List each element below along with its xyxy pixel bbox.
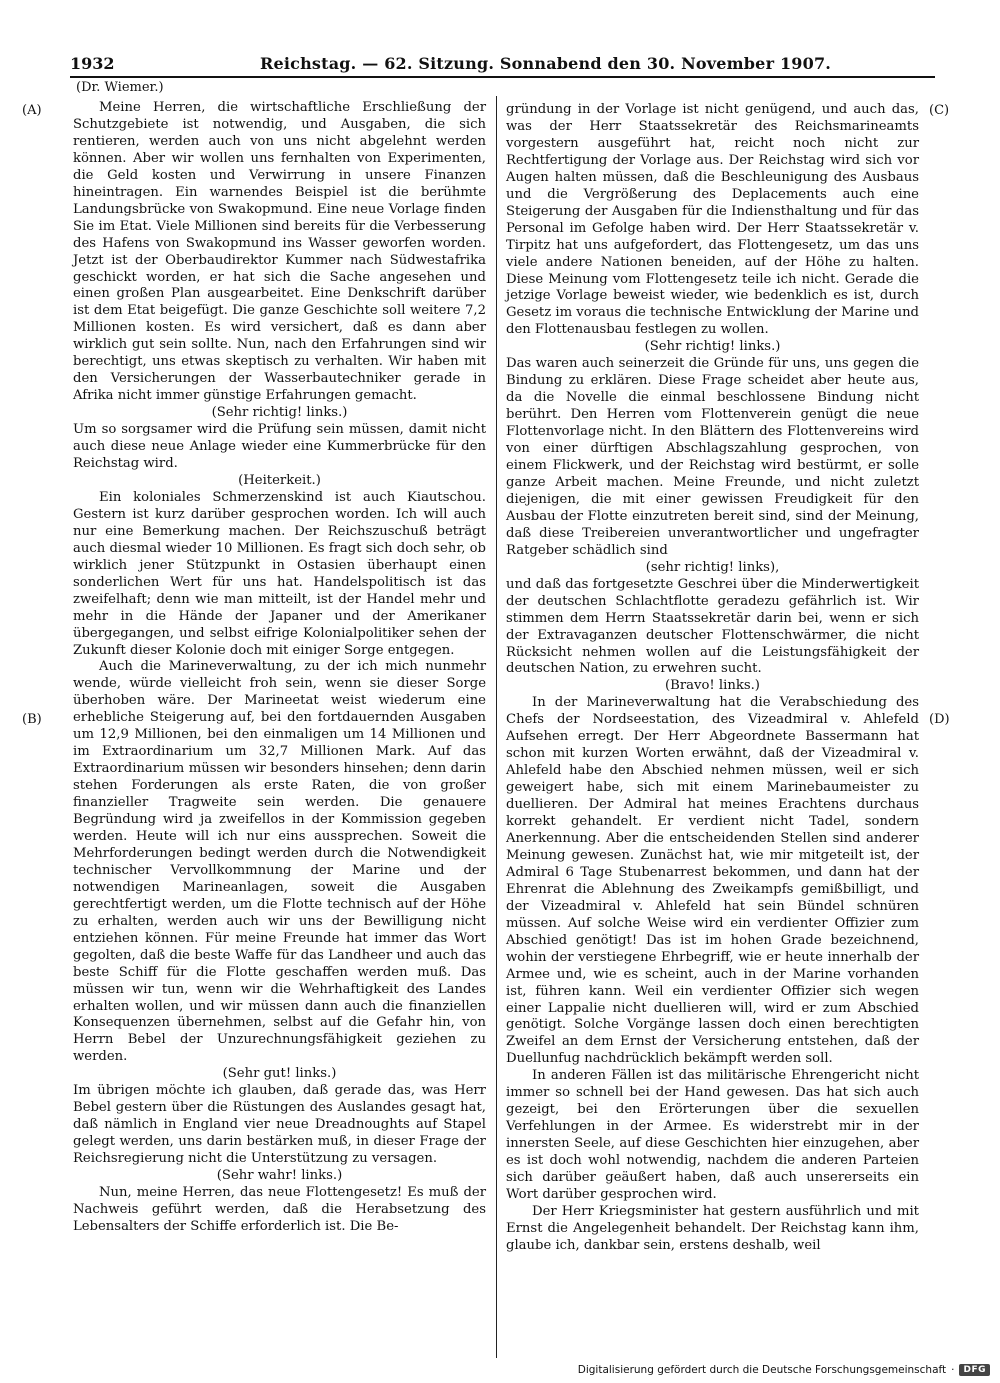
paragraph: In anderen Fällen ist das militärische Ehrengericht nicht immer so schnell bei der Hand gewesen. Das hat sich auch gezeigt, bei den Erörterungen über die sexuellen Verfehlungen in der Armee. Es widerstrebt mir in der innersten Seele, auf diese Geschichten hier einzugehen, aber es ist doch wohl notwendig, nachdem die anderen Parteien sich darüber geäußert haben, daß auch unsererseits ein Wort darüber gesprochen wird. <box>506 1068 919 1202</box>
interjection: (Sehr richtig! links.) <box>211 405 348 421</box>
paragraph: In der Marineverwaltung hat die Verabschiedung des Chefs der Nordseestation, des Vizeadmiral v. Ahlefeld Aufsehen erregt. Der Herr Abgeordnete Bassermann hat schon mit kurzen Worten erwähnt, daß der Vizeadmiral v. Ahlefeld habe den Abschied nehmen müssen, weil er sich geweigert habe, sich mit einem Marinebaumeister zu duellieren. Der Admiral hat meines Erachtens durchaus korrekt gehandelt. Er verdient nicht Tadel, sondern Anerkennung. Aber die entscheidenden Stellen sind anderer Meinung gewesen. Zunächst hat, wie mir mitgeteilt ist, der Admiral 6 Tage Stubenarrest bekommen, und dann hat der Ehrenrat die Ablehnung des Zweikampfs gemißbilligt, und der Vizeadmiral v. Ahlefeld hat sein Bündel schnüren müssen. Auf solche Weise wird ein verdienter Offizier zum Abschied genötigt! Das ist im hohen Grade bezeichnend, wohin der verstiegene Ehrbegriff, wie er heute innerhalb der Armee und, wie es scheint, auch in der Marine vorhanden ist, führen kann. Weil ein verdienter Offizier sich wegen einer Lappalie nicht duellieren will, wird er zum Abschied genötigt. Solche Vorgänge lassen doch einen berechtigten Zweifel an dem Ernst der Versicherung entstehen, daß der Duellunfug nachdrücklich bekämpft werden soll. <box>506 695 919 1067</box>
paragraph: gründung in der Vorlage ist nicht genügend, und auch das, was der Herr Staatssekretär des Reichsmarineamts vorgestern ausgeführt hat, reicht noch nicht zur Rechtfertigung der Vorlage aus. Der Reichstag wird sich vor Augen halten müssen, daß die Beschleunigung des Ausbaus und die Vergrößerung des Deplacements auch eine Steigerung der Ausgaben für die Indiensthaltung und für das Personal im Gefolge haben wird. Der Herr Staatssekretär v. Tirpitz hat uns aufgefordert, das Flottengesetz, um das uns viele andere Nationen beneiden, auf der Höhe zu halten. Diese Meinung vom Flottengesetz teile ich nicht. Gerade die jetzige Vorlage beweist wieder, wie bedenklich es ist, durch Gesetz im voraus die technische Entwicklung der Marine und den Flottenausbau festlegen zu wollen. <box>506 102 919 338</box>
right-column <box>506 102 919 1255</box>
running-title: Reichstag. — 62. Sitzung. Sonnabend den 30. November 1907. <box>260 54 832 73</box>
interjection: (Bravo! links.) <box>665 678 760 694</box>
paragraph: Meine Herren, die wirtschaftliche Erschließung der Schutzgebiete ist notwendig, und Ausgaben, die sich rentieren, werden auch von uns nicht abgelehnt werden können. Aber wir wollen uns fernhalten von Experimenten, die Geld kosten und Verwirrung in unsere Finanzen hineintragen. Ein warnendes Beispiel ist die berühmte Landungsbrücke von Swakopmund. Eine neue Vorlage finden Sie im Etat. Viele Millionen sind bereits für die Verbesserung des Hafens von Swakopmund ins Wasser geworfen worden. Jetzt ist der Oberbaudirektor Kummer nach Südwestafrika geschickt worden, er hat sich die Sache angesehen und einen großen Plan ausgearbeitet. Eine Denkschrift darüber ist dem Etat beigefügt. Die ganze Geschichte soll weitere 7,2 Millionen kosten. Es wird versichert, daß es dann aber wirklich gut sein sollte. Nun, nach den Erfahrungen sind wir berechtigt, uns etwas skeptisch zu verhalten. Wir haben mit den Versicherungen der Wasserbautechniker gerade in Afrika nicht immer günstige Erfahrungen gemacht. <box>73 100 486 404</box>
paragraph: Nun, meine Herren, das neue Flottengesetz! Es muß der Nachweis geführt werden, daß die Herabsetzung des Lebensalters der Schiffe erforderlich ist. Die Be- <box>73 1185 486 1234</box>
column-divider <box>496 96 497 1358</box>
paragraph: und daß das fortgesetzte Geschrei über die Minderwertigkeit der deutschen Schlachtflotte geradezu gefährlich ist. Wir stimmen dem Herrn Staatssekretär darin bei, wenn er sich der Extravaganzen deutscher Flottenschwärmer, die nicht Rücksicht nehmen wollen auf die Leistungsfähigkeit der deutschen Nation, zu erwehren sucht. <box>506 576 919 677</box>
left-column <box>73 100 486 1236</box>
margin-mark-b: (B) <box>22 712 42 727</box>
paragraph: Im übrigen möchte ich glauben, daß gerade das, was Herr Bebel gestern über die Rüstungen des Auslandes gesagt hat, daß nämlich in England vier neue Dreadnoughts auf Stapel gelegt werden, uns darin bestärken muß, in dieser Frage der Reichsregierung nicht die Unterstützung zu versagen. <box>73 1083 486 1167</box>
speaker-label: (Dr. Wiemer.) <box>76 80 164 95</box>
footer: Digitalisierung gefördert durch die Deutsche Forschungsgemeinschaft · DFG <box>578 1364 990 1376</box>
footer-text: Digitalisierung gefördert durch die Deutsche Forschungsgemeinschaft <box>577 1364 947 1376</box>
interjection: (Sehr wahr! links.) <box>216 1168 343 1184</box>
interjection: (Sehr richtig! links.) <box>644 339 781 355</box>
margin-mark-a: (A) <box>22 103 42 118</box>
dfg-logo: DFG <box>959 1364 990 1376</box>
page-header <box>70 54 935 76</box>
margin-mark-c: (C) <box>929 103 950 118</box>
header-rule <box>70 76 935 78</box>
paragraph: Auch die Marineverwaltung, zu der ich mich nunmehr wende, würde vielleicht froh sein, wenn sie dieser Sorge überhoben wäre. Der Marineetat weist wiederum eine erhebliche Steigerung auf, bei den fortdauernden Ausgaben um 12,9 Millionen, bei den einmaligen um 14 Millionen und im Extraordinarium um 32,7 Millionen Mark. Auf das Extraordinarium müssen wir besonders hinsehen; denn darin stehen Forderungen als erste Raten, die von großer finanzieller Tragweite sein werden. Die genauere Begründung wird ja zweifellos in der Kommission gegeben werden. Heute will ich nur eins aussprechen. Soweit die Mehrforderungen bedingt werden durch die Notwendigkeit technischer Vervollkommnung der Marine und der notwendigen Marineanlagen, soweit die Ausgaben gerechtfertigt werden, um die Flotte technisch auf der Höhe zu erhalten, werden auch wir uns der Bewilligung nicht entziehen können. Für meine Freunde hat immer das Wort gegolten, daß die beste Waffe für das Landheer und auch das beste Schiff für die Flotte geschaffen werden muß. Das müssen wir tun, wenn wir die Wehrhaftigkeit des Landes erhalten wollen, und wir müssen dann auch die finanziellen Konsequenzen übernehmen, selbst auf die Gefahr hin, von Herrn Bebel der Unzurechnungsfähigkeit geziehen zu werden. <box>73 659 486 1065</box>
paragraph: Ein koloniales Schmerzenskind ist auch Kiautschou. Gestern ist kurz darüber gesprochen worden. Ich will auch nur eine Bemerkung machen. Der Reichszuschuß beträgt auch diesmal wieder 10 Millionen. Es fragt sich doch sehr, ob wirklich jener Stützpunkt in Ostasien überhaupt einen sonderlichen Wert für uns hat. Handelspolitisch ist das zweifelhaft; denn wie man mitteilt, ist der Handel mehr und mehr in die Hände der Japaner und der Amerikaner übergegangen, und selbst eifrige Kolonialpolitiker sehen der Zukunft dieser Kolonie doch mit einiger Sorge entgegen. <box>73 489 486 658</box>
paragraph: Das waren auch seinerzeit die Gründe für uns, uns gegen die Bindung zu erklären. Diese Frage scheidet aber heute aus, da die Novelle die einmal beschlossene Bindung nicht berührt. Den Herren vom Flottenverein genügt die neue Flottenvorlage nicht. In den Blättern des Flottenvereins wird von einer dürftigen Abschlagszahlung gesprochen, von einem Flickwerk, und der Reichstag wird bestürmt, er solle ganze Arbeit machen. Meine Freunde, und nicht zuletzt diejenigen, die mit einer gewissen Freudigkeit für den Ausbau der Flotte einzutreten bereit sind, sind der Meinung, daß diese Treibereien unverantwortlicher und ungefragter Ratgeber schädlich sind <box>506 356 919 558</box>
margin-mark-d: (D) <box>929 712 950 727</box>
interjection: (sehr richtig! links), <box>645 559 780 575</box>
page-number: 1932 <box>70 54 115 73</box>
interjection: (Sehr gut! links.) <box>222 1066 337 1082</box>
interjection: (Heiterkeit.) <box>238 472 321 488</box>
paragraph: Der Herr Kriegsminister hat gestern ausführlich und mit Ernst die Angelegenheit behandelt. Der Reichstag kann ihm, glaube ich, dankbar sein, erstens deshalb, weil <box>506 1203 919 1253</box>
paragraph: Um so sorgsamer wird die Prüfung sein müssen, damit nicht auch diese neue Anlage wieder eine Kummerbrücke für den Reichstag wird. <box>73 422 486 472</box>
